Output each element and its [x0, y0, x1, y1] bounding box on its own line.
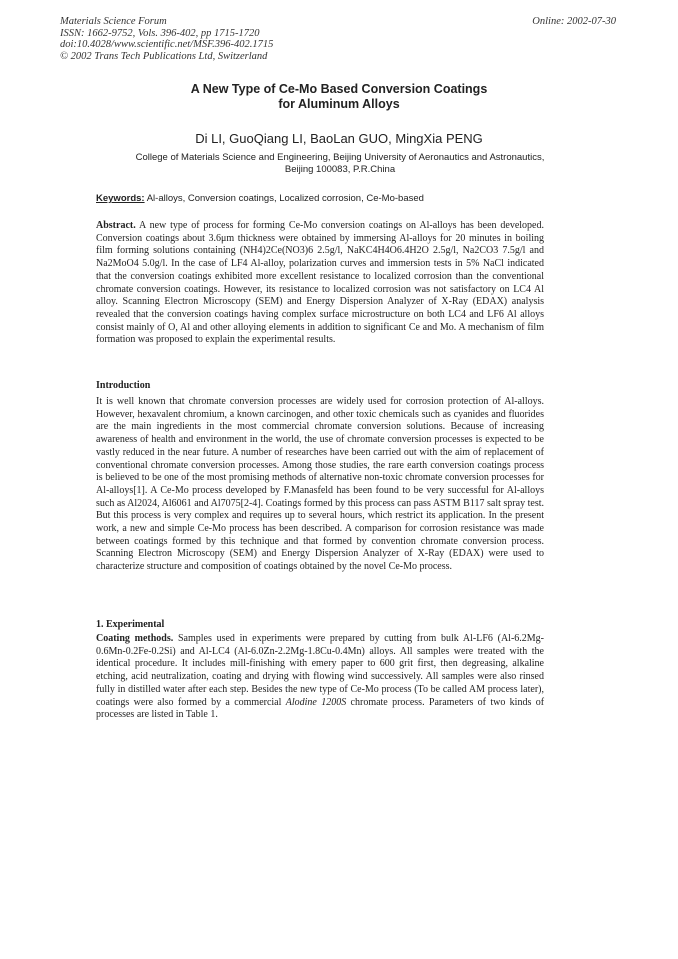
introduction-heading: Introduction — [96, 380, 151, 391]
abstract — [96, 220, 544, 347]
experimental-text-part-1: Samples used in experiments were prepared by cutting from bulk Al-LF6 (Al-6.2Mg-0.6Mn-0.2Fe-0.2Si) and Al-LC4 (Al-6.0Zn-2.2Mg-1.8Cu-0.4Mn) alloys. All samples were treated with the identical procedure. It includes mill-finishing with emery paper to 600 grit first, then degreasing, alkaline etching, acid neutralization, coating and drying with flowing wind successively. All samples were also rinsed fully in distilled water after each step. Besides the new type of Ce-Mo process (To be called AM process later), coatings were also formed by a commercial — [96, 633, 545, 708]
keywords-label: Keywords: — [96, 193, 145, 204]
keywords-list: Al-alloys, Conversion coatings, Localized corrosion, Ce-Mo-based — [146, 193, 424, 204]
introduction-text: It is well known that chromate conversion processes are widely used for corrosion protection of Al-alloys. However, hexavalent chromium, a known carcinogen, and other toxic chemicals such as cyanides and fluorides are the main ingredients in the most commercial chromate conversion solutions. Because of increasing awareness of health and environment in the world, the use of chromate conversion processes is expected to be vastly reduced in the near future. A number of researches have been carried out with the aim of replacement of conventional chromate conversion processes. Among those studies, the rare earth conversion coatings process is believed to be one of the most promising methods of alternative non-toxic chromate conversion processes for Al-alloys[1]. A Ce-Mo process developed by F.Manasfeld has been found to be very successful for Al-alloys such as Al2024, Al6061 and Al7075[2-4]. Coatings formed by this process can pass ASTM B117 salt spray test. But this process is very complex and requires up to several hours, which restrict its application. In the present work, a new and simple Ce-Mo process has been described. A comparison for corrosion resistance was made between coatings formed by this technique and that formed by convention chromate conversion process. Scanning Electron Microscopy (SEM) and Energy Dispersion Analyzer of X-Ray (EDAX) were used to characterize structure and composition of coatings obtained by the novel Ce-Mo process. — [96, 396, 544, 573]
copyright-line: © 2002 Trans Tech Publications Ltd, Switzerland — [60, 50, 268, 62]
experimental-heading: 1. Experimental — [96, 619, 165, 630]
authors: Di LI, GuoQiang LI, BaoLan GUO, MingXia PENG — [195, 131, 483, 146]
issn-line: ISSN: 1662-9752, Vols. 396-402, pp 1715-1720 — [60, 27, 260, 39]
journal-metadata — [60, 16, 273, 62]
keywords — [96, 193, 424, 204]
abstract-text: A new type of process for forming Ce-Mo conversion coatings on Al-alloys has been developed. Conversion coatings about 3.6μm thickness were obtained by immersing Al-alloys for 20 minutes in boiling film forming solutions containing (NH4)2Ce(NO3)6 2.5g/l, NaKC4H4O6.4H2O 2.5g/l, Na2CO3 7.5g/l and Na2MoO4 5.0g/l. In the case of LF4 Al-alloy, polarization curves and immersion tests in 5% NaCl indicated that the conversion coatings exhibited more excellent resistance to localized corrosion than the conventional chromate conversion coatings. However, its resistance to localized corrosion was not satisfactory on LC4 Al alloy. Scanning Electron Microscopy (SEM) and Energy Dispersion Analyzer of X-Ray (EDAX) analysis revealed that the conversion coatings having complex surface microstructure on both LC4 and LF6 Al alloys consist mainly of O, Al and other alloying elements in addition to significant Ce and Mo. A mechanism of film formation was proposed to explain the experimental results. — [96, 220, 544, 346]
affiliation-line-1: College of Materials Science and Engineering, Beijing University of Aeronautics and Astronautics, — [135, 152, 545, 163]
title-line-1: A New Type of Ce-Mo Based Conversion Coatings — [190, 82, 488, 96]
experimental-text-part-2: chromate process. Parameters of two kinds of processes are listed in Table 1. — [96, 696, 545, 721]
paper-title — [0, 82, 678, 112]
alodine-process-name: Alodine 1200S — [285, 696, 347, 708]
online-date: Online: 2002-07-30 — [532, 16, 616, 27]
title-line-2: for Aluminum Alloys — [278, 97, 400, 111]
journal-name: Materials Science Forum — [60, 16, 167, 27]
coating-methods-label: Coating methods. — [96, 633, 174, 644]
affiliation-line-2: Beijing 100083, P.R.China — [284, 164, 396, 175]
experimental-text — [96, 633, 544, 722]
doi-line: doi:10.4028/www.scientific.net/MSF.396-402.1715 — [60, 39, 274, 50]
affiliation — [90, 152, 590, 176]
abstract-label: Abstract. — [96, 220, 136, 231]
